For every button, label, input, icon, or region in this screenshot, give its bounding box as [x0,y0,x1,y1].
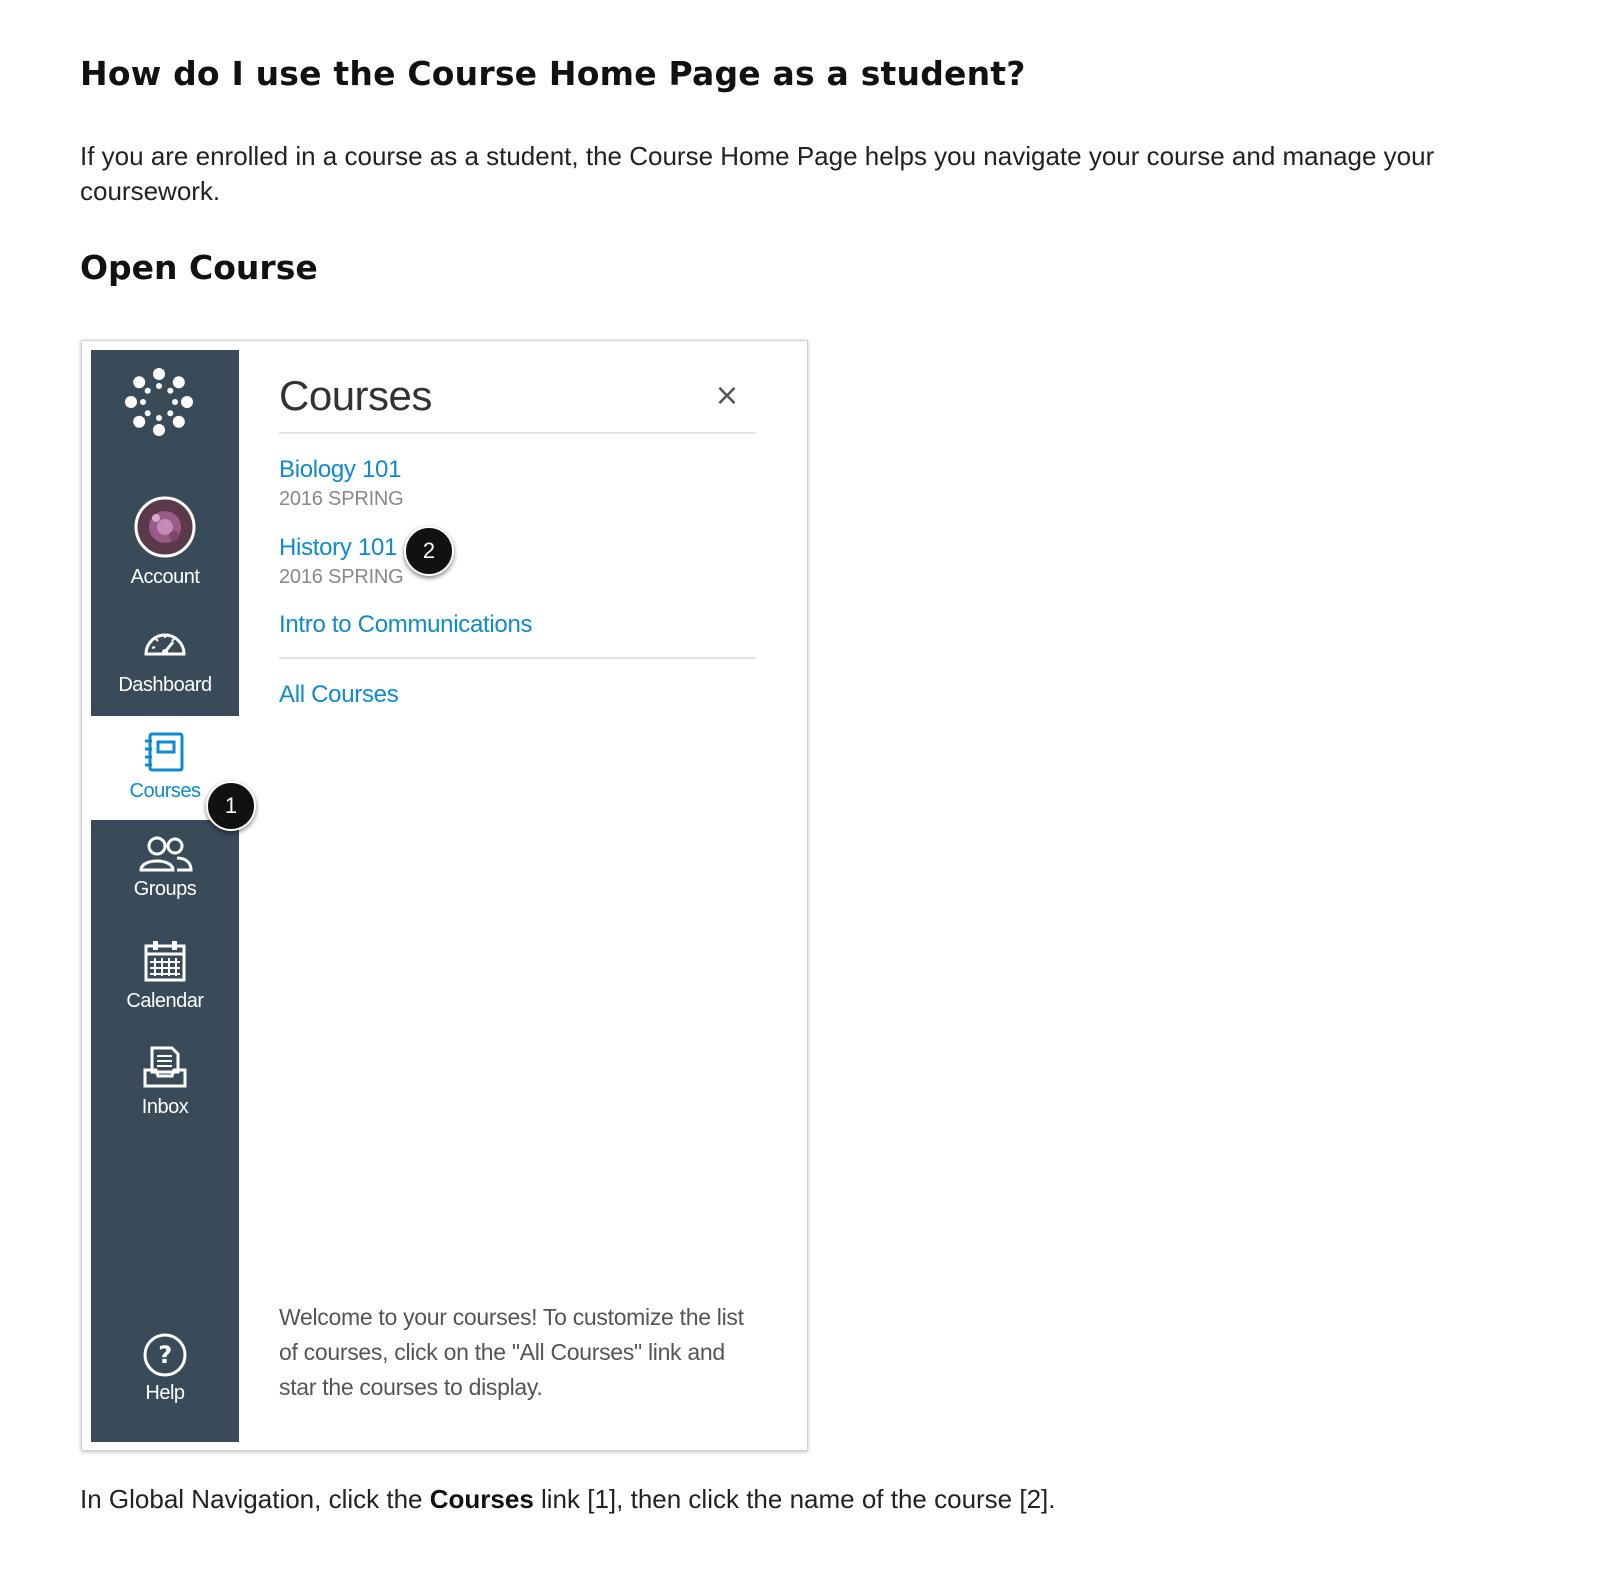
divider [279,657,756,659]
dashboard-icon [142,622,188,658]
inbox-icon [142,1044,188,1090]
nav-label-help: Help [145,1382,185,1404]
close-icon[interactable]: × [714,378,740,413]
help-icon [142,1332,188,1378]
canvas-logo-icon[interactable] [123,366,195,438]
groups-icon [137,834,193,874]
nav-item-help[interactable] [91,1326,239,1426]
nav-label-calendar: Calendar [126,990,204,1012]
course-term: 2016 SPRING [279,566,404,588]
all-courses-link[interactable]: All Courses [279,681,399,708]
welcome-message: Welcome to your courses! To customize the list of courses, click on the "All Courses" link and star the courses to display. [279,1304,744,1400]
calendar-icon [142,938,188,984]
nav-item-inbox[interactable] [91,1038,239,1138]
section-title: Open Course [80,248,318,287]
caption-bold-courses: Courses [429,1484,534,1514]
course-link-intro-communications[interactable]: Intro to Communications [279,611,533,638]
nav-label-courses: Courses [129,780,201,802]
avatar [134,496,196,558]
nav-item-dashboard[interactable] [91,612,239,708]
courses-tray [239,350,799,1442]
nav-item-account[interactable] [91,490,239,586]
callout-badge-1: 1 [206,781,256,831]
intro-paragraph: If you are enrolled in a course as a student, the Course Home Page helps you navigate your course and manage your coursework. [80,141,1435,206]
nav-item-groups[interactable] [91,830,239,926]
divider [279,432,756,434]
courses-icon [142,730,188,774]
nav-label-groups: Groups [133,878,197,900]
nav-label-account: Account [130,566,200,588]
caption-text: link [1], then click the name of the course [2]. [533,1484,1056,1514]
course-link-biology[interactable]: Biology 101 [279,456,402,483]
nav-label-dashboard: Dashboard [118,674,212,696]
nav-label-inbox: Inbox [141,1096,189,1118]
svg-text:?: ? [158,1341,172,1369]
tray-title: Courses [279,372,432,419]
course-link-history[interactable]: History 101 [279,534,398,561]
nav-item-calendar[interactable] [91,932,239,1032]
screenshot-figure [81,340,808,1451]
course-term: 2016 SPRING [279,488,404,510]
global-navigation [91,350,239,1442]
caption-text: In Global Navigation, click the [80,1484,430,1514]
page-title: How do I use the Course Home Page as a student? [80,54,1026,93]
callout-badge-2: 2 [404,526,454,576]
caption [80,1484,1056,1515]
